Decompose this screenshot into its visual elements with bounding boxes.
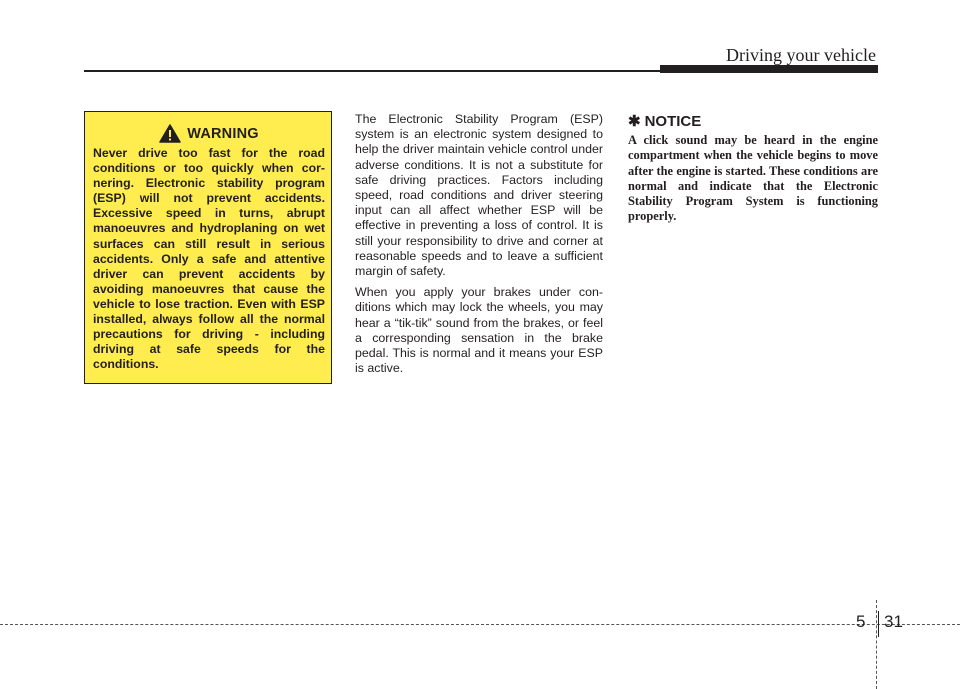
crop-line-horizontal [0,624,960,625]
section-title: Driving your vehicle [726,45,876,65]
page-number: 31 [884,612,903,631]
notice-text: A click sound may be heard in the engine compartment when the vehicle begins to move after the engine is started. These conditions are normal and indicate that the Electronic Stability Program System is functioning properly. [628,133,878,224]
crop-line-vertical [876,600,877,689]
esp-description [355,112,603,382]
header-rule [84,70,660,72]
chapter-number: 5 [856,612,866,631]
header-rule-thick [660,65,878,73]
asterisk-icon: ✱ [628,113,641,130]
notice-heading [628,112,878,130]
warning-heading [93,124,325,143]
page-number-divider [878,611,879,637]
esp-paragraph-1: The Electronic Stability Program (ESP) system is an electronic system designed to help the driver maintain vehicle control under adverse conditions. It is not a substitute for safe driving practices. Factors including speed, road conditions and driver steering input can all affect whether ESP will be effective in preventing a loss of control. It is still your responsibility to drive and corner at reasonable speeds and to leave a sufficient margin of safety. [355,112,603,279]
esp-paragraph-2: When you apply your brakes under conditions which may lock the wheels, you may hear a “tik-tik” sound from the brakes, or feel a corresponding sensation in the brake pedal. This is normal and it means your ESP is active. [355,285,603,376]
warning-triangle-icon [159,124,181,143]
warning-box [84,111,332,384]
notice-title: NOTICE [644,112,702,130]
notice-box [628,112,878,225]
warning-title: WARNING [187,125,259,142]
warning-text: Never drive too fast for the road conditions or too quickly when cornering. Electronic stability program (ESP) will not prevent accidents. Excessive speed in turns, abrupt manoeuvres and hydroplaning on wet surfaces can still result in serious accidents. Only a safe and attentive driver can prevent accidents by avoiding manoeuvres that cause the vehicle to lose traction. Even with ESP installed, always follow all the normal precautions for driving - including driving at safe speeds for the conditions. [93,146,325,372]
